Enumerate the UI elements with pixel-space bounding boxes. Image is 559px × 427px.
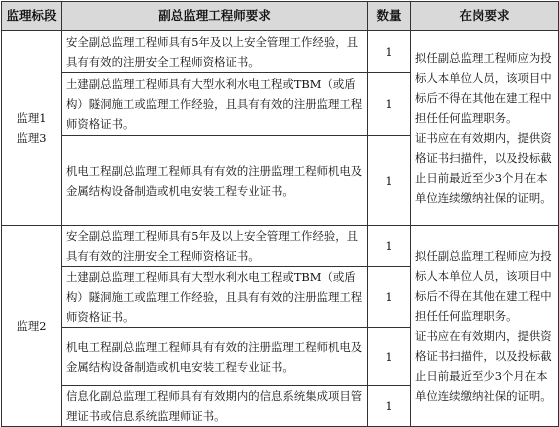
header-quantity: 数量 <box>368 2 411 31</box>
quantity-cell: 1 <box>368 31 411 73</box>
requirement-cell: 安全副总监理工程师具有5年及以上安全管理工作经验，且具有有效的注册安全工程师资格证书。 <box>62 226 368 267</box>
duty-paragraph: 证书应在有效期内，提供资格证书扫描件，以及投标截止日前最近至少3个月在本单位连续缴纳社保的证明。 <box>415 131 552 205</box>
duty-paragraph: 证书应在有效期内，提供资格证书扫描件，以及投标截止日前最近至少3个月在本单位连续缴纳社保的证明。 <box>415 329 552 403</box>
header-requirement: 副总监理工程师要求 <box>62 2 368 31</box>
table-row <box>2 226 559 267</box>
quantity-cell: 1 <box>368 73 411 136</box>
header-duty: 在岗要求 <box>411 2 559 31</box>
requirement-cell: 土建副总监理工程师具有大型水利水电工程或TBM（或盾构）隧洞施工或监理工作经验，且具有有效的注册监理工程师资格证书。 <box>62 267 368 328</box>
duty-cell <box>411 226 559 427</box>
duty-paragraph: 拟任副总监理工程师应为投标人本单位人员，该项目中标后不得在其他在建工程中担任任何监理职务。 <box>415 249 552 323</box>
quantity-cell: 1 <box>368 386 411 427</box>
requirement-cell: 安全副总监理工程师具有5年及以上安全管理工作经验，且具有有效的注册安全工程师资格证书。 <box>62 31 368 73</box>
requirement-cell: 机电工程副总监理工程师具有有效的注册监理工程师机电及金属结构设备制造或机电安装工程专业证书。 <box>62 136 368 226</box>
header-section: 监理标段 <box>2 2 62 31</box>
requirement-cell: 信息化副总监理工程师具有有效期内的信息系统集成项目管理证书或信息系统监理师证书。 <box>62 386 368 427</box>
quantity-cell: 1 <box>368 328 411 386</box>
duty-paragraph: 拟任副总监理工程师应为投标人本单位人员，该项目中标后不得在其他在建工程中担任任何监理职务。 <box>415 51 552 125</box>
table-row <box>2 31 559 73</box>
quantity-cell: 1 <box>368 226 411 267</box>
section-label: 监理1 <box>16 111 47 125</box>
section-label: 监理3 <box>16 131 47 145</box>
duty-cell <box>411 31 559 226</box>
quantity-cell: 1 <box>368 136 411 226</box>
requirements-table <box>1 1 559 427</box>
header-row <box>2 2 559 31</box>
section-cell <box>2 226 62 427</box>
requirement-cell: 土建副总监理工程师具有大型水利水电工程或TBM（或盾构）隧洞施工或监理工作经验，且具有有效的注册监理工程师资格证书。 <box>62 73 368 136</box>
section-label: 监理2 <box>16 319 47 333</box>
requirement-cell: 机电工程副总监理工程师具有有效的注册监理工程师机电及金属结构设备制造或机电安装工程专业证书。 <box>62 328 368 386</box>
quantity-cell: 1 <box>368 267 411 328</box>
section-cell <box>2 31 62 226</box>
